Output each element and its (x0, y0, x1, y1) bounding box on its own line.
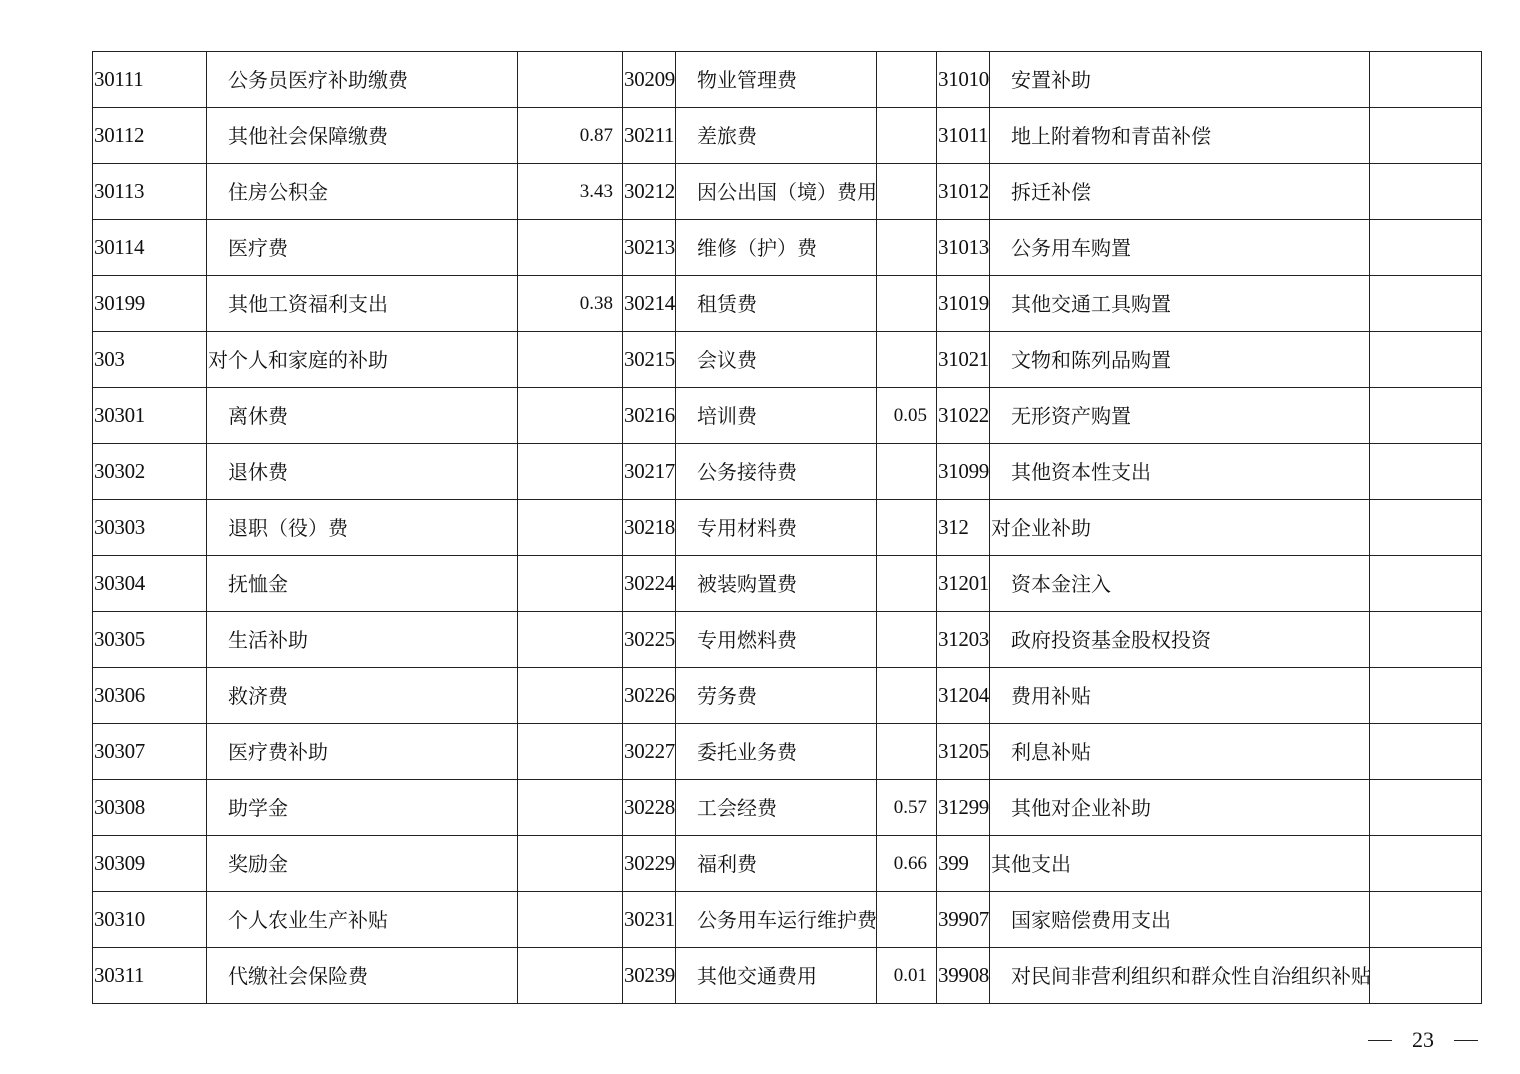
item-code: 30218 (623, 500, 676, 556)
item-name: 公务用车运行维护费 (676, 892, 877, 948)
item-name: 助学金 (207, 780, 518, 836)
dash-right (1454, 1040, 1478, 1041)
item-amount (877, 892, 937, 948)
item-amount (1370, 612, 1482, 668)
item-amount: 0.87 (518, 108, 623, 164)
item-code: 31299 (937, 780, 990, 836)
item-amount (877, 108, 937, 164)
item-amount (877, 724, 937, 780)
item-code: 303 (93, 332, 207, 388)
item-code: 312 (937, 500, 990, 556)
item-name: 个人农业生产补贴 (207, 892, 518, 948)
item-amount: 0.01 (877, 948, 937, 1004)
item-name: 其他交通费用 (676, 948, 877, 1004)
item-code: 30112 (93, 108, 207, 164)
item-code: 30217 (623, 444, 676, 500)
table-row (93, 108, 1482, 164)
item-amount (877, 276, 937, 332)
item-code: 31019 (937, 276, 990, 332)
item-amount (877, 612, 937, 668)
item-name: 文物和陈列品购置 (990, 332, 1370, 388)
item-name: 其他对企业补助 (990, 780, 1370, 836)
item-name: 退职（役）费 (207, 500, 518, 556)
item-code: 30215 (623, 332, 676, 388)
item-amount (518, 556, 623, 612)
item-name: 其他社会保障缴费 (207, 108, 518, 164)
item-amount (1370, 220, 1482, 276)
item-amount (877, 52, 937, 108)
item-code: 30307 (93, 724, 207, 780)
item-name: 其他工资福利支出 (207, 276, 518, 332)
item-name: 差旅费 (676, 108, 877, 164)
item-name: 公务员医疗补助缴费 (207, 52, 518, 108)
item-name: 资本金注入 (990, 556, 1370, 612)
item-name: 生活补助 (207, 612, 518, 668)
item-code: 31011 (937, 108, 990, 164)
item-code: 30227 (623, 724, 676, 780)
item-code: 31010 (937, 52, 990, 108)
item-amount (1370, 948, 1482, 1004)
item-code: 30306 (93, 668, 207, 724)
item-code: 31013 (937, 220, 990, 276)
item-amount (518, 780, 623, 836)
item-amount (518, 444, 623, 500)
table-row (93, 500, 1482, 556)
item-name: 专用燃料费 (676, 612, 877, 668)
item-name: 安置补助 (990, 52, 1370, 108)
expenditure-table (92, 51, 1482, 1004)
item-name: 抚恤金 (207, 556, 518, 612)
item-amount (1370, 52, 1482, 108)
item-name: 其他支出 (990, 836, 1370, 892)
item-code: 30303 (93, 500, 207, 556)
item-name: 代缴社会保险费 (207, 948, 518, 1004)
item-amount (518, 948, 623, 1004)
item-name: 公务接待费 (676, 444, 877, 500)
item-amount (1370, 836, 1482, 892)
item-code: 30113 (93, 164, 207, 220)
item-code: 39908 (937, 948, 990, 1004)
item-code: 31201 (937, 556, 990, 612)
item-name: 公务用车购置 (990, 220, 1370, 276)
item-name: 拆迁补偿 (990, 164, 1370, 220)
item-name: 退休费 (207, 444, 518, 500)
item-amount (1370, 724, 1482, 780)
item-code: 30216 (623, 388, 676, 444)
item-name: 因公出国（境）费用 (676, 164, 877, 220)
table-row (93, 556, 1482, 612)
item-amount (877, 668, 937, 724)
item-name: 医疗费补助 (207, 724, 518, 780)
item-code: 31203 (937, 612, 990, 668)
item-name: 对企业补助 (990, 500, 1370, 556)
item-name: 其他资本性支出 (990, 444, 1370, 500)
item-name: 工会经费 (676, 780, 877, 836)
item-amount (1370, 276, 1482, 332)
dash-left (1368, 1040, 1392, 1041)
item-code: 30212 (623, 164, 676, 220)
item-name: 国家赔偿费用支出 (990, 892, 1370, 948)
item-amount (518, 388, 623, 444)
item-amount (1370, 780, 1482, 836)
item-code: 30302 (93, 444, 207, 500)
item-name: 租赁费 (676, 276, 877, 332)
item-code: 30199 (93, 276, 207, 332)
item-amount: 0.38 (518, 276, 623, 332)
item-amount (1370, 108, 1482, 164)
item-amount (1370, 668, 1482, 724)
item-name: 对个人和家庭的补助 (207, 332, 518, 388)
item-amount (518, 332, 623, 388)
item-code: 399 (937, 836, 990, 892)
item-code: 31021 (937, 332, 990, 388)
table-row (93, 836, 1482, 892)
item-amount: 3.43 (518, 164, 623, 220)
item-amount (1370, 164, 1482, 220)
item-amount (518, 220, 623, 276)
item-amount (1370, 556, 1482, 612)
item-amount (518, 612, 623, 668)
item-code: 30225 (623, 612, 676, 668)
item-amount: 0.05 (877, 388, 937, 444)
item-name: 委托业务费 (676, 724, 877, 780)
item-name: 奖励金 (207, 836, 518, 892)
item-code: 31022 (937, 388, 990, 444)
table-row (93, 724, 1482, 780)
item-amount (518, 892, 623, 948)
item-code: 39907 (937, 892, 990, 948)
item-name: 地上附着物和青苗补偿 (990, 108, 1370, 164)
item-amount (1370, 388, 1482, 444)
item-name: 福利费 (676, 836, 877, 892)
item-code: 30111 (93, 52, 207, 108)
item-code: 31099 (937, 444, 990, 500)
table-body (93, 52, 1482, 1004)
item-name: 物业管理费 (676, 52, 877, 108)
item-amount (877, 500, 937, 556)
item-code: 30214 (623, 276, 676, 332)
table-row (93, 948, 1482, 1004)
item-name: 培训费 (676, 388, 877, 444)
item-amount (518, 668, 623, 724)
item-amount: 0.57 (877, 780, 937, 836)
item-amount (518, 836, 623, 892)
item-code: 30229 (623, 836, 676, 892)
item-name: 政府投资基金股权投资 (990, 612, 1370, 668)
item-name: 费用补贴 (990, 668, 1370, 724)
item-amount (877, 164, 937, 220)
item-name: 住房公积金 (207, 164, 518, 220)
item-code: 30305 (93, 612, 207, 668)
item-code: 30114 (93, 220, 207, 276)
item-name: 维修（护）费 (676, 220, 877, 276)
item-code: 30308 (93, 780, 207, 836)
item-code: 30213 (623, 220, 676, 276)
item-name: 救济费 (207, 668, 518, 724)
item-name: 利息补贴 (990, 724, 1370, 780)
item-code: 30309 (93, 836, 207, 892)
item-code: 30311 (93, 948, 207, 1004)
item-code: 31205 (937, 724, 990, 780)
table-row (93, 220, 1482, 276)
item-amount (518, 500, 623, 556)
item-amount (1370, 332, 1482, 388)
item-name: 无形资产购置 (990, 388, 1370, 444)
table-row (93, 444, 1482, 500)
item-code: 30310 (93, 892, 207, 948)
table-row (93, 388, 1482, 444)
item-code: 30226 (623, 668, 676, 724)
item-name: 离休费 (207, 388, 518, 444)
item-code: 30228 (623, 780, 676, 836)
item-name: 医疗费 (207, 220, 518, 276)
item-amount (1370, 500, 1482, 556)
item-code: 30224 (623, 556, 676, 612)
table-row (93, 612, 1482, 668)
item-amount (877, 444, 937, 500)
item-code: 30304 (93, 556, 207, 612)
table-row (93, 668, 1482, 724)
table-row (93, 780, 1482, 836)
item-amount (877, 556, 937, 612)
page-footer (1368, 1027, 1478, 1053)
item-code: 31204 (937, 668, 990, 724)
item-name: 被装购置费 (676, 556, 877, 612)
table-row (93, 332, 1482, 388)
item-code: 30231 (623, 892, 676, 948)
item-code: 30301 (93, 388, 207, 444)
item-code: 31012 (937, 164, 990, 220)
table-row (93, 52, 1482, 108)
item-name: 对民间非营利组织和群众性自治组织补贴 (990, 948, 1370, 1004)
item-amount (1370, 444, 1482, 500)
table-row (93, 276, 1482, 332)
item-name: 专用材料费 (676, 500, 877, 556)
item-amount (877, 332, 937, 388)
item-name: 会议费 (676, 332, 877, 388)
item-code: 30209 (623, 52, 676, 108)
item-name: 其他交通工具购置 (990, 276, 1370, 332)
item-amount (518, 52, 623, 108)
item-code: 30211 (623, 108, 676, 164)
page-number: 23 (1412, 1027, 1434, 1052)
item-amount (877, 220, 937, 276)
item-amount: 0.66 (877, 836, 937, 892)
item-name: 劳务费 (676, 668, 877, 724)
item-code: 30239 (623, 948, 676, 1004)
item-amount (518, 724, 623, 780)
table-row (93, 892, 1482, 948)
item-amount (1370, 892, 1482, 948)
table-row (93, 164, 1482, 220)
